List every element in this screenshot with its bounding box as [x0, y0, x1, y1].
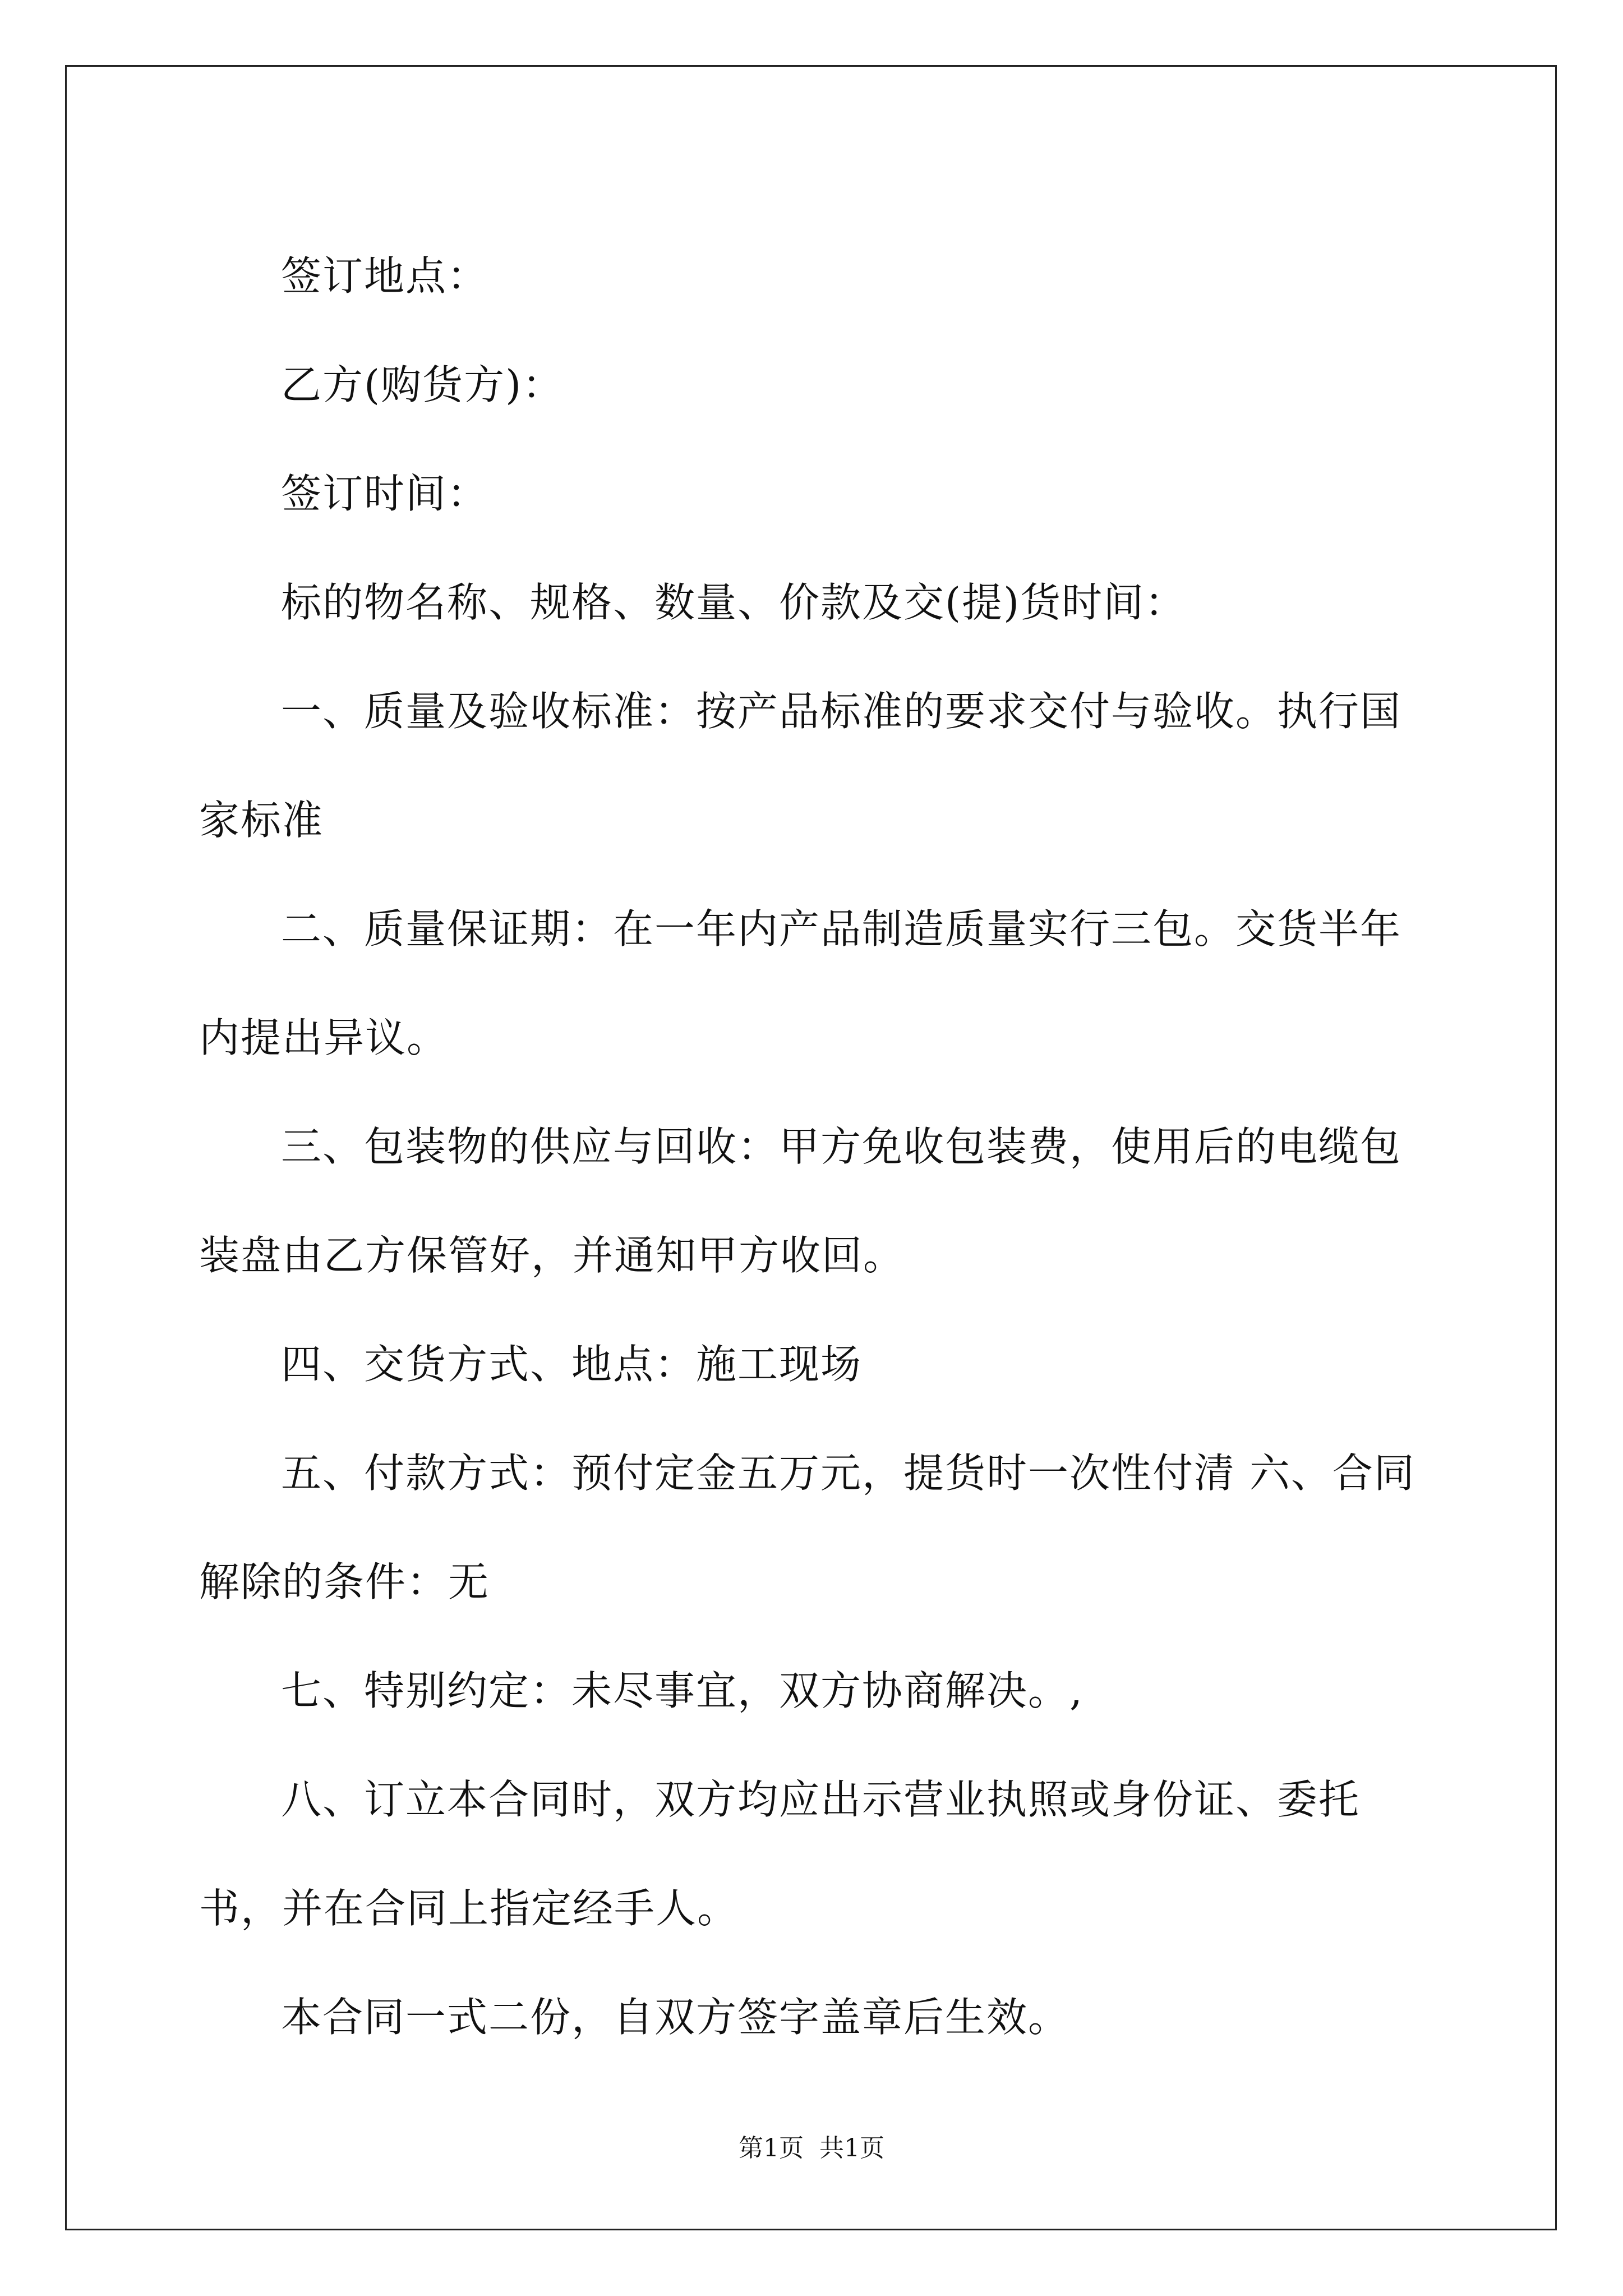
- paragraph-delivery: 四、交货方式、地点：施工现场: [281, 1341, 863, 1388]
- paragraph-effectiveness: 本合同一式二份，自双方签字盖章后生效。: [281, 1994, 1070, 2041]
- page-number-total: 共1页: [819, 2134, 884, 2162]
- paragraph-warranty: 二、质量保证期：在一年内产品制造质量实行三包。交货半年内提出异议。: [199, 905, 1402, 1061]
- paragraph-party-b: 乙方(购货方)：: [281, 361, 564, 408]
- paragraph-signing-time: 签订时间：: [281, 470, 489, 517]
- document-body: [199, 222, 1427, 2072]
- paragraph-quality-standard: 一、质量及验收标准：按产品标准的要求交付与验收。执行国家标准: [199, 688, 1402, 844]
- paragraph-credentials: 八、订立本合同时，双方均应出示营业执照或身份证、委托书，并在合同上指定经手人。: [199, 1776, 1361, 1932]
- paragraph-special-terms: 七、特别约定：未尽事宜，双方协商解决。,: [281, 1667, 1083, 1714]
- page-number-current: 第1页: [739, 2134, 804, 2162]
- paragraph-payment: 五、付款方式：预付定金五万元，提货时一次性付清 六、合同解除的条件：无: [199, 1450, 1415, 1605]
- page-footer: [0, 2132, 1623, 2165]
- paragraph-signing-place: 签订地点：: [281, 252, 489, 300]
- paragraph-packaging: 三、包装物的供应与回收：甲方免收包装费，使用后的电缆包装盘由乙方保管好，并通知甲方收回。: [199, 1123, 1402, 1279]
- paragraph-subject-matter: 标的物名称、规格、数量、价款及交(提)货时间：: [281, 579, 1187, 626]
